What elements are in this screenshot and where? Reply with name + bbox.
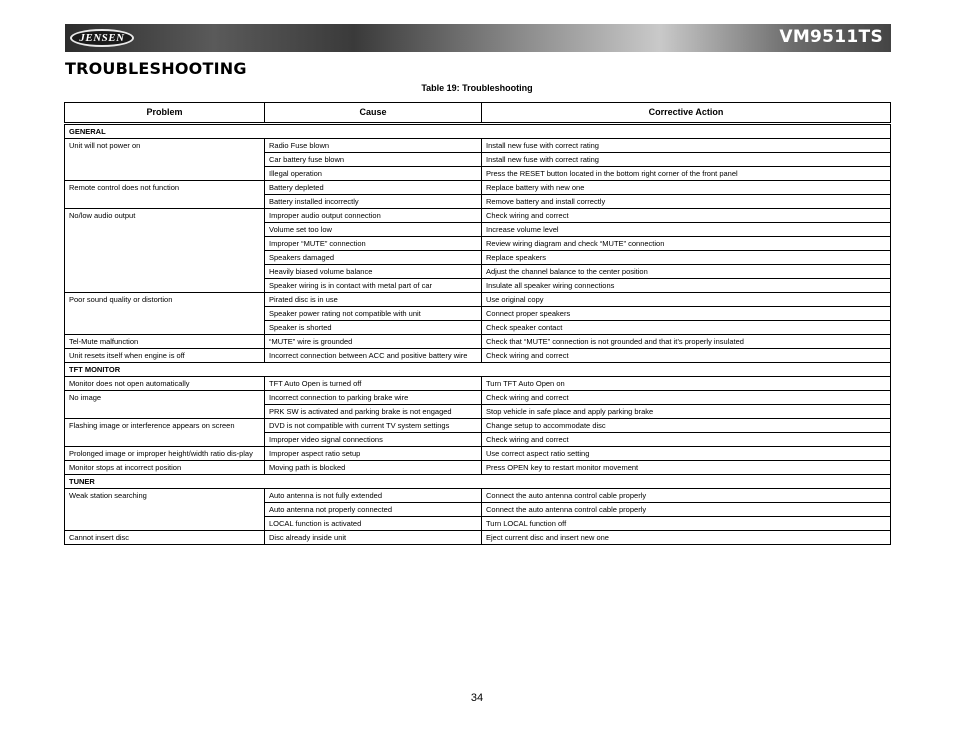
table-row [65,293,891,307]
column-header-cause: Cause [265,103,482,124]
action-cell: Install new fuse with correct rating [482,153,891,167]
cause-cell: LOCAL function is activated [265,517,482,531]
cause-cell: Incorrect connection between ACC and positive battery wire [265,349,482,363]
table-row [65,447,891,461]
section-title: GENERAL [65,124,891,139]
column-header-action: Corrective Action [482,103,891,124]
table-row [65,489,891,503]
table-row [65,419,891,433]
cause-cell: Moving path is blocked [265,461,482,475]
logo-text: JENSEN [79,32,125,44]
action-cell: Use original copy [482,293,891,307]
problem-cell: Weak station searching [65,489,265,531]
cause-cell: Speaker power rating not compatible with unit [265,307,482,321]
section-title: TUNER [65,475,891,489]
cause-cell: Heavily biased volume balance [265,265,482,279]
cause-cell: Car battery fuse blown [265,153,482,167]
action-cell: Eject current disc and insert new one [482,531,891,545]
problem-cell: Poor sound quality or distortion [65,293,265,335]
problem-cell: Unit resets itself when engine is off [65,349,265,363]
action-cell: Connect the auto antenna control cable properly [482,503,891,517]
problem-cell: Prolonged image or improper height/width ratio dis-play [65,447,265,461]
section-row [65,363,891,377]
problem-cell: No image [65,391,265,419]
table-row [65,531,891,545]
table-body [65,124,891,545]
page-title: TROUBLESHOOTING [65,59,247,78]
action-cell: Check wiring and correct [482,349,891,363]
cause-cell: Battery depleted [265,181,482,195]
table-row [65,139,891,153]
cause-cell: Battery installed incorrectly [265,195,482,209]
action-cell: Connect the auto antenna control cable properly [482,489,891,503]
problem-cell: No/low audio output [65,209,265,293]
cause-cell: Disc already inside unit [265,531,482,545]
cause-cell: Volume set too low [265,223,482,237]
model-number: VM9511TS [779,27,883,47]
action-cell: Check speaker contact [482,321,891,335]
cause-cell: Radio Fuse blown [265,139,482,153]
table-row [65,181,891,195]
action-cell: Insulate all speaker wiring connections [482,279,891,293]
table-row [65,461,891,475]
cause-cell: Improper “MUTE” connection [265,237,482,251]
action-cell: Change setup to accommodate disc [482,419,891,433]
jensen-logo [70,29,134,47]
cause-cell: PRK SW is activated and parking brake is not engaged [265,405,482,419]
action-cell: Check that “MUTE” connection is not grounded and that it’s properly insulated [482,335,891,349]
action-cell: Check wiring and correct [482,391,891,405]
cause-cell: Auto antenna not properly connected [265,503,482,517]
action-cell: Connect proper speakers [482,307,891,321]
table-row [65,377,891,391]
table-row [65,209,891,223]
column-header-problem: Problem [65,103,265,124]
action-cell: Press OPEN key to restart monitor movement [482,461,891,475]
problem-cell: Monitor does not open automatically [65,377,265,391]
cause-cell: TFT Auto Open is turned off [265,377,482,391]
cause-cell: Improper aspect ratio setup [265,447,482,461]
table-row [65,335,891,349]
cause-cell: “MUTE” wire is grounded [265,335,482,349]
action-cell: Adjust the channel balance to the center position [482,265,891,279]
action-cell: Check wiring and correct [482,433,891,447]
cause-cell: Pirated disc is in use [265,293,482,307]
problem-cell: Flashing image or interference appears on screen [65,419,265,447]
action-cell: Replace speakers [482,251,891,265]
page-number: 34 [470,692,484,704]
section-title: TFT MONITOR [65,363,891,377]
action-cell: Increase volume level [482,223,891,237]
action-cell: Press the RESET button located in the bottom right corner of the front panel [482,167,891,181]
action-cell: Replace battery with new one [482,181,891,195]
action-cell: Stop vehicle in safe place and apply parking brake [482,405,891,419]
action-cell: Turn TFT Auto Open on [482,377,891,391]
problem-cell: Remote control does not function [65,181,265,209]
action-cell: Check wiring and correct [482,209,891,223]
action-cell: Turn LOCAL function off [482,517,891,531]
table-row [65,391,891,405]
cause-cell: Improper video signal connections [265,433,482,447]
cause-cell: Illegal operation [265,167,482,181]
action-cell: Use correct aspect ratio setting [482,447,891,461]
cause-cell: Speakers damaged [265,251,482,265]
cause-cell: Speaker wiring is in contact with metal part of car [265,279,482,293]
action-cell: Review wiring diagram and check “MUTE” connection [482,237,891,251]
table-row [65,349,891,363]
table-header-row [65,103,891,124]
cause-cell: Speaker is shorted [265,321,482,335]
section-row [65,475,891,489]
troubleshooting-table [64,102,891,545]
table-caption: Table 19: Troubleshooting [421,83,533,93]
section-row [65,124,891,139]
action-cell: Remove battery and install correctly [482,195,891,209]
problem-cell: Cannot insert disc [65,531,265,545]
cause-cell: Improper audio output connection [265,209,482,223]
problem-cell: Unit will not power on [65,139,265,181]
problem-cell: Tel-Mute malfunction [65,335,265,349]
problem-cell: Monitor stops at incorrect position [65,461,265,475]
header-banner [65,24,891,52]
cause-cell: DVD is not compatible with current TV system settings [265,419,482,433]
action-cell: Install new fuse with correct rating [482,139,891,153]
cause-cell: Auto antenna is not fully extended [265,489,482,503]
cause-cell: Incorrect connection to parking brake wire [265,391,482,405]
